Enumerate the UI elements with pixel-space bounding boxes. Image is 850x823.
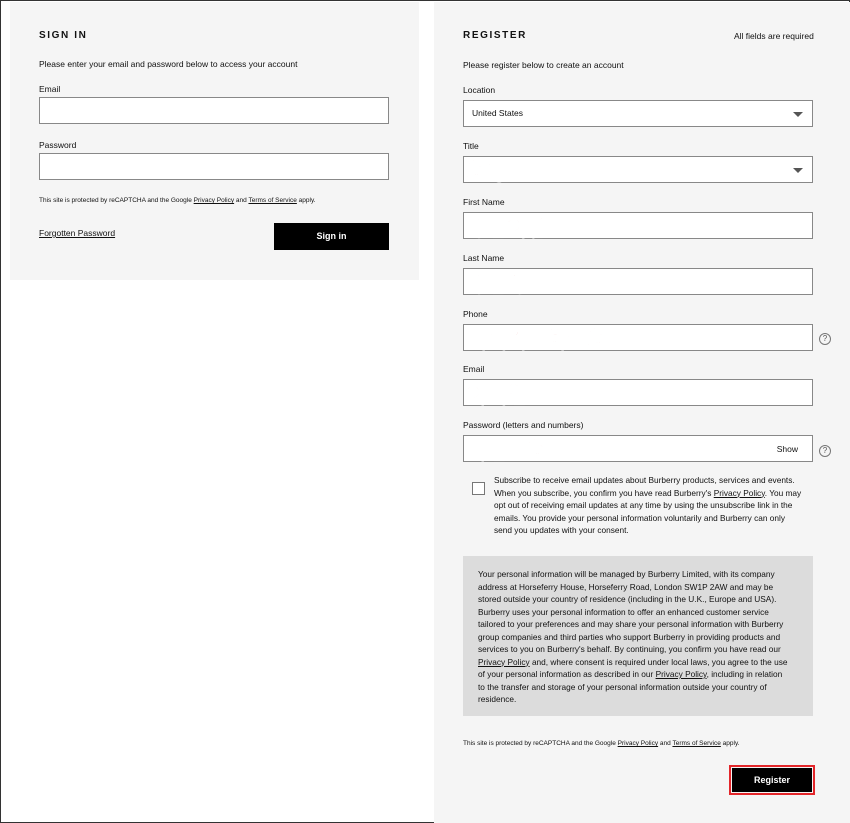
terms-link[interactable]: Terms of Service xyxy=(248,197,297,204)
and-text: and xyxy=(234,197,249,204)
register-intro: Please register below to create an account xyxy=(463,60,624,70)
title-label: Title xyxy=(463,141,479,151)
subscribe-checkbox[interactable] xyxy=(472,482,485,495)
subscribe-line: opt out of receiving email updates at any time by using the unsubscribe link in the xyxy=(494,500,793,510)
notice-line: to the transfer and storage of your personal information outside your country of xyxy=(478,681,767,692)
notice-line xyxy=(478,668,799,681)
notice-text: and, where consent is required under local laws, you agree to the use xyxy=(529,656,788,667)
password-input[interactable] xyxy=(463,435,813,462)
register-heading: REGISTER xyxy=(463,30,527,41)
required-note: All fields are required xyxy=(734,31,814,41)
phone-input[interactable] xyxy=(463,324,813,351)
notice-line: tailored to your preferences and may share your personal information with Burberry xyxy=(478,619,784,629)
firstname-annotation: 영문이름 xyxy=(466,216,548,241)
lastname-label: Last Name xyxy=(463,253,505,263)
notice-text: of your personal information as described in our xyxy=(478,669,656,679)
forgotten-password-link[interactable]: Forgotten Password xyxy=(39,228,116,238)
notice-line: Your personal information will be managed by Burberry Limited, with its company xyxy=(478,569,775,579)
subscribe-text-a: When you subscribe, you confirm you have read Burberry's xyxy=(494,487,714,498)
register-button[interactable]: Register xyxy=(732,768,812,792)
apply-text: apply. xyxy=(720,740,740,747)
signin-email-label: Email xyxy=(39,84,61,94)
privacy-notice xyxy=(463,556,813,716)
privacy-policy-link[interactable]: Privacy Policy xyxy=(193,197,235,204)
signin-button[interactable]: Sign in xyxy=(274,223,389,250)
location-label: Location xyxy=(463,85,496,95)
chevron-down-icon xyxy=(793,112,803,117)
recaptcha-text: This site is protected by reCAPTCHA and the Google xyxy=(463,740,618,747)
subscribe-text xyxy=(494,474,814,537)
notice-line: group companies and third parties who support Burberry in providing products and xyxy=(478,631,781,642)
title-select[interactable] xyxy=(463,156,813,183)
privacy-policy-link[interactable]: Privacy Policy xyxy=(617,740,659,747)
chevron-down-icon xyxy=(793,168,803,173)
firstname-label: First Name xyxy=(463,197,505,207)
phone-label: Phone xyxy=(463,309,488,319)
email-annotation: 이메일 xyxy=(466,383,527,408)
subscribe-line: Subscribe to receive email updates about Burberry products, services and events. xyxy=(494,475,795,485)
notice-line: residence. xyxy=(478,694,517,704)
terms-link[interactable]: Terms of Service xyxy=(672,740,721,747)
location-select[interactable] xyxy=(463,100,813,127)
password-annotation: 비밀번호 xyxy=(466,439,548,464)
signin-heading: SIGN IN xyxy=(39,30,88,41)
subscribe-line: emails. You provide your personal information voluntarily and Burberry can only xyxy=(494,512,786,523)
notice-line: Burberry uses your personal information to offer an enhanced customer service xyxy=(478,606,769,617)
phone-annotation: 배대지전화번호 xyxy=(466,328,608,353)
lastname-annotation: 영문성 xyxy=(466,272,527,297)
notice-line: services to you on Burberry's behalf. By continuing, you confirm you have read our xyxy=(478,644,781,654)
recaptcha-text: This site is protected by reCAPTCHA and the Google xyxy=(39,197,194,204)
email-input[interactable] xyxy=(463,379,813,406)
notice-text: , including in relation xyxy=(706,669,783,679)
title-annotation: 호칭 xyxy=(466,160,507,185)
notice-line: stored outside your country of residence (including in the U.K., Europe and USA). xyxy=(478,594,777,604)
show-password-toggle[interactable]: Show xyxy=(776,444,798,454)
signin-password-label: Password xyxy=(39,140,77,150)
subscribe-text-b: . You may xyxy=(764,487,802,498)
subscribe-line xyxy=(494,487,814,500)
password-help-icon[interactable]: ? xyxy=(819,445,831,457)
email-label: Email xyxy=(463,364,485,374)
subscribe-privacy-link[interactable]: Privacy Policy xyxy=(713,487,765,498)
subscribe-line: send you updates with your consent. xyxy=(494,525,629,535)
notice-privacy-link[interactable]: Privacy Policy xyxy=(478,656,530,667)
apply-text: apply. xyxy=(296,197,316,204)
phone-help-icon[interactable]: ? xyxy=(819,333,831,345)
notice-privacy-link[interactable]: Privacy Policy xyxy=(655,669,707,679)
notice-line: address at Horseferry House, Horseferry Road, London SW1P 2AW and may be xyxy=(478,581,774,592)
register-recaptcha-note xyxy=(463,740,740,747)
signin-password-input[interactable] xyxy=(39,153,389,180)
password-label: Password (letters and numbers) xyxy=(463,420,584,430)
firstname-input[interactable] xyxy=(463,212,813,239)
lastname-input[interactable] xyxy=(463,268,813,295)
location-value: United States xyxy=(472,108,524,118)
and-text: and xyxy=(658,740,673,747)
signin-recaptcha-note xyxy=(39,197,316,204)
signin-intro: Please enter your email and password below to access your account xyxy=(39,59,298,69)
signin-email-input[interactable] xyxy=(39,97,389,124)
notice-line xyxy=(478,656,799,669)
